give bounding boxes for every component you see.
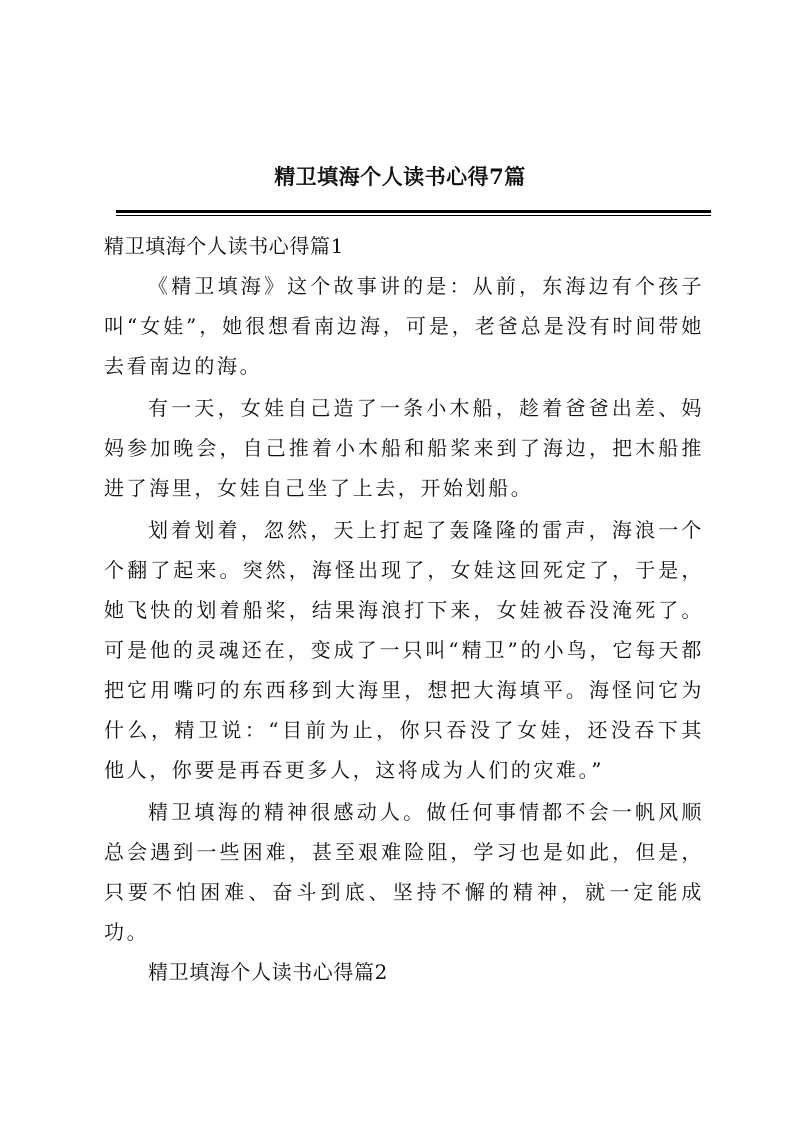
paragraph-2: 有一天，女娃自己造了一条小木船，趁着爸爸出差、妈妈参加晚会，自己推着小木船和船桨来到了海边，把木船推进了海里，女娃自己坐了上去，开始划船。	[104, 396, 704, 500]
title-rule-thick	[116, 210, 711, 213]
paragraph-3: 划着划着，忽然，天上打起了轰隆隆的雷声，海浪一个个翻了起来。突然，海怪出现了，女娃这回死定了，于是，她飞快的划着船桨，结果海浪打下来，女娃被吞没淹死了。可是他的灵魂还在，变成了一只叫“精卫”的小鸟，它每天都把它用嘴叼的东西移到大海里，想把大海填平。海怪问它为什么，精卫说：“目前为止，你只吞没了女娃，还没吞下其他人，你要是再吞更多人，这将成为人们的灾难。”	[104, 518, 704, 782]
section-heading-1: 精卫填海个人读书心得篇1	[104, 234, 344, 258]
section-heading-2: 精卫填海个人读书心得篇2	[148, 960, 388, 984]
paragraph-1: 《精卫填海》这个故事讲的是：从前，东海边有个孩子叫“女娃”，她很想看南边海，可是，老爸总是没有时间带她去看南边的海。	[104, 274, 704, 378]
paragraph-4: 精卫填海的精神很感动人。做任何事情都不会一帆风顺总会遇到一些困难，甚至艰难险阻，学习也是如此，但是，只要不怕困难、奋斗到底、坚持不懈的精神，就一定能成功。	[104, 800, 704, 944]
document-title: 精卫填海个人读书心得7篇	[274, 164, 526, 189]
title-rule-thin	[116, 215, 711, 216]
document-body	[104, 226, 704, 992]
